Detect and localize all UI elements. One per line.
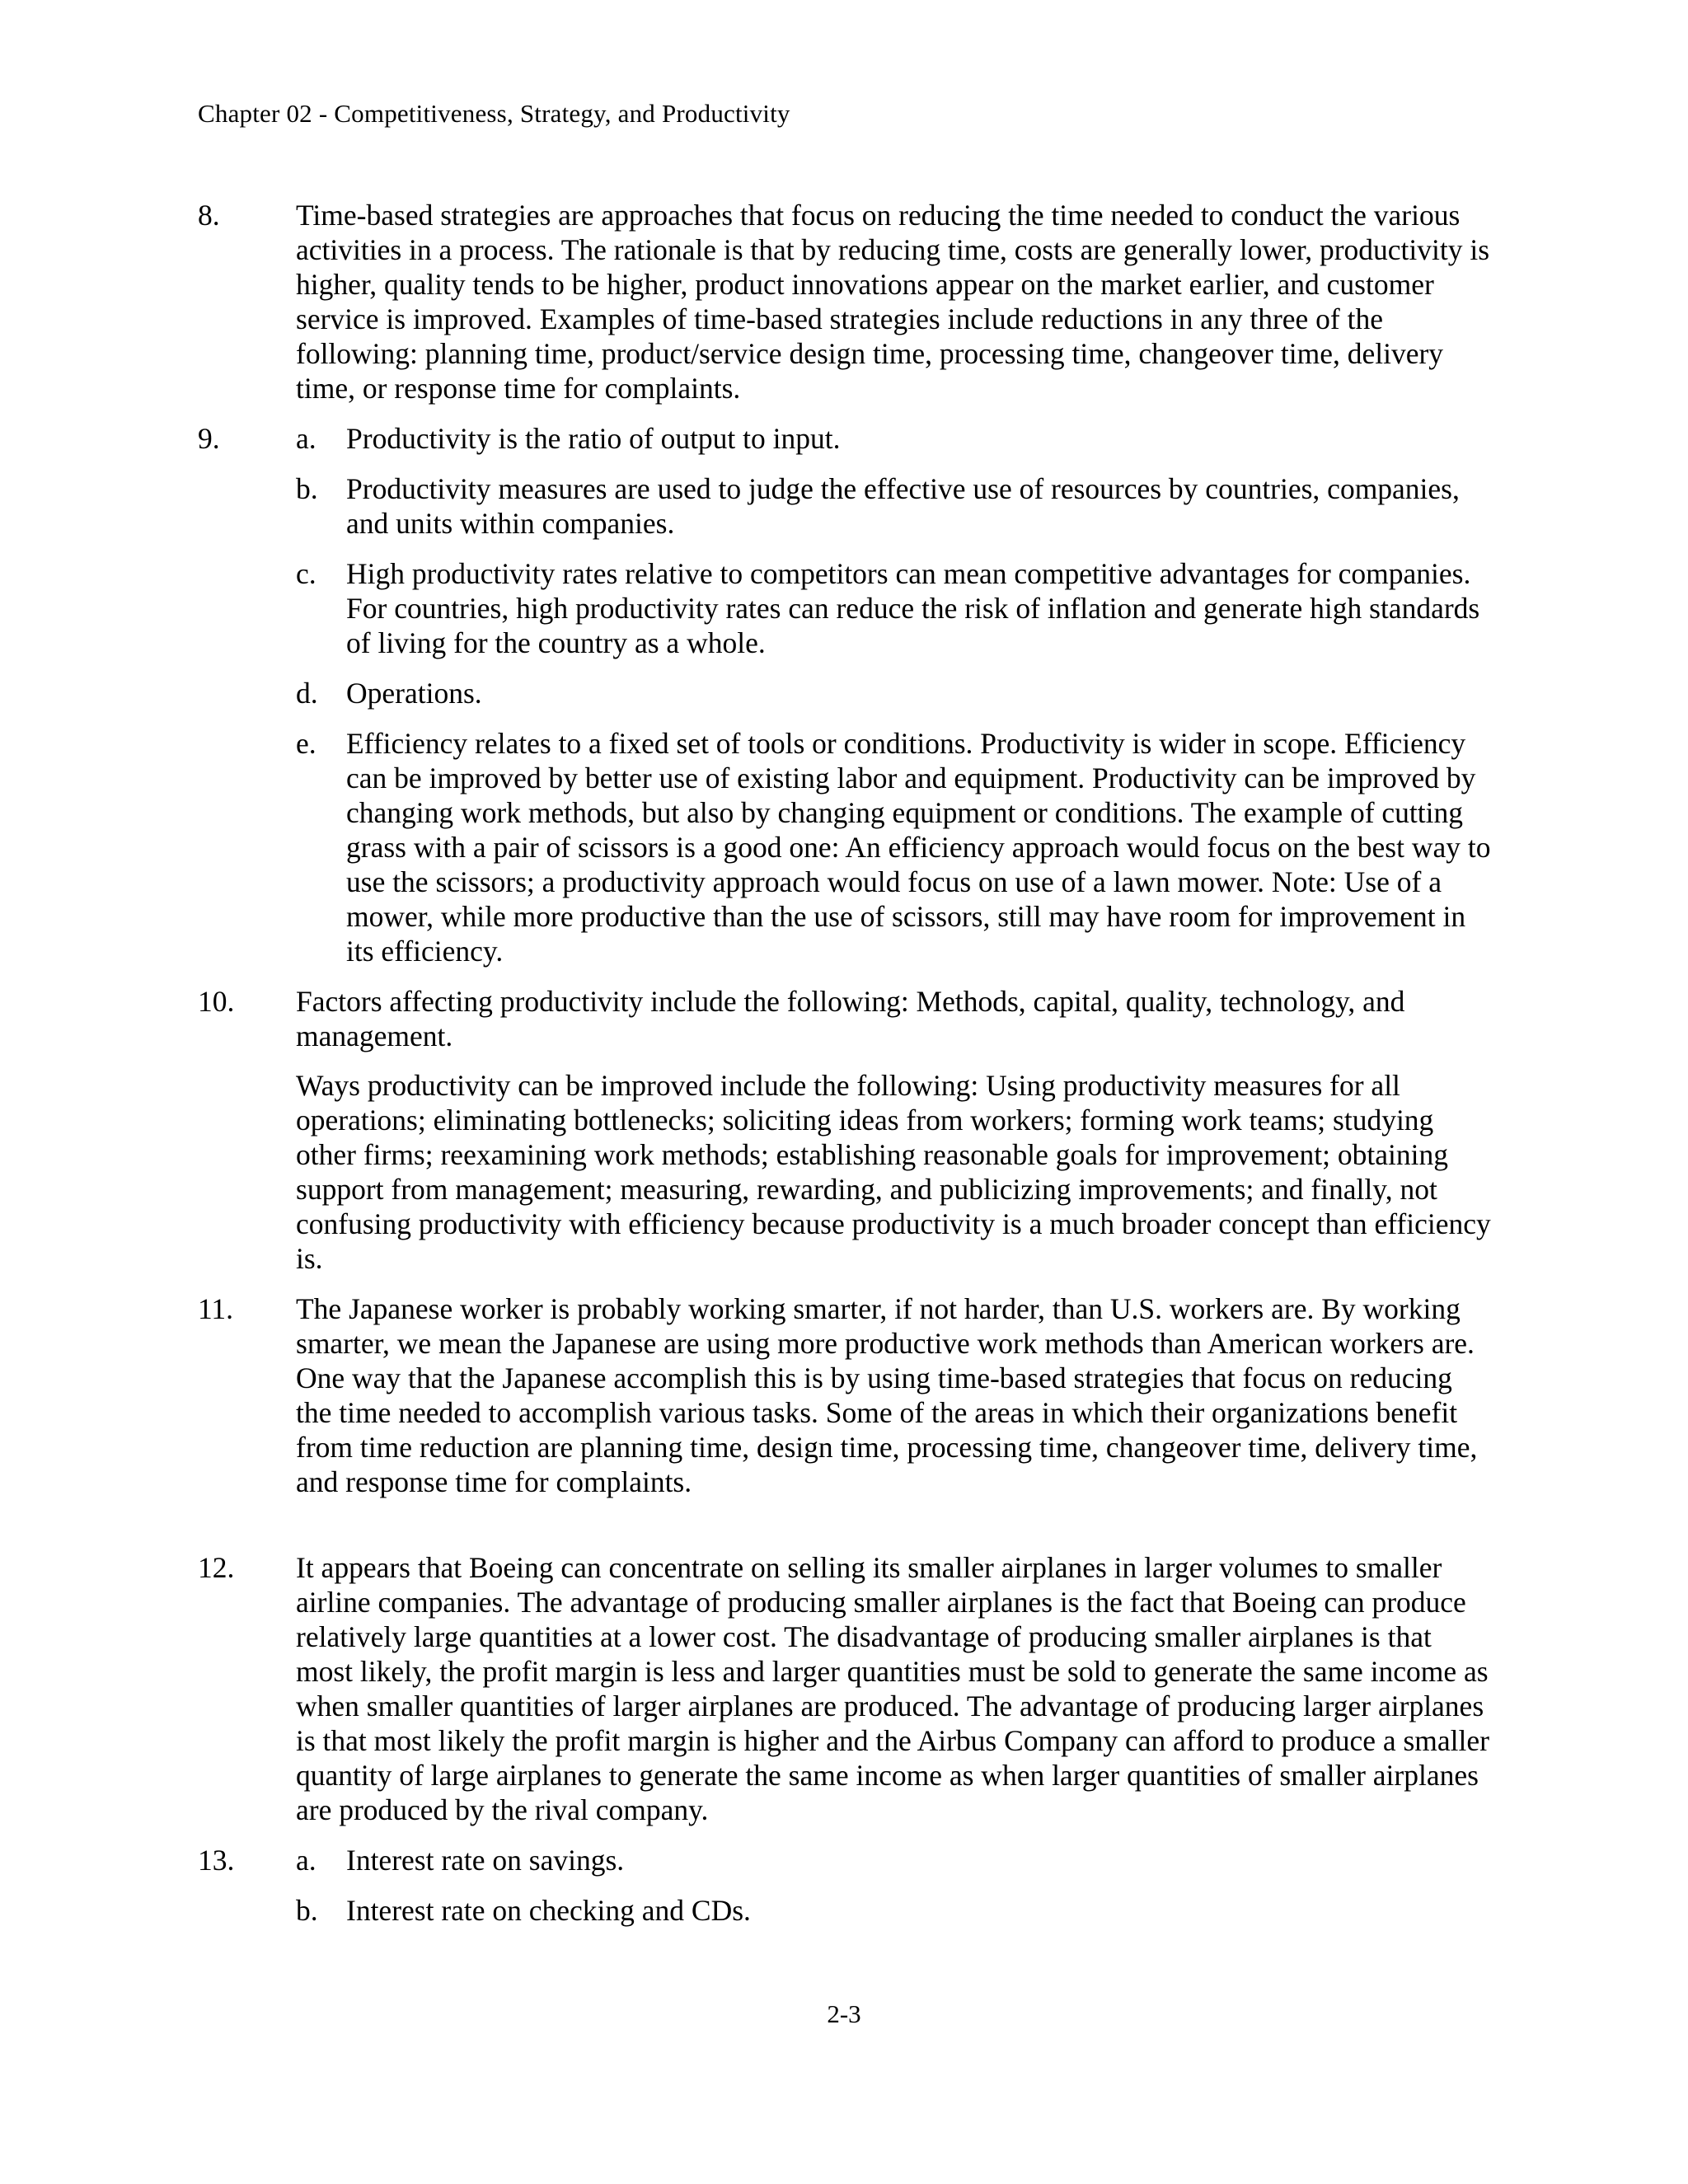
subitem-text: Efficiency relates to a fixed set of tools or conditions. Productivity is wider in scope. Efficiency can be improved by better use of existing labor and equipment. Productivity can be improved by changing work methods, but also by changing equipment or conditions. The example of cutting grass with a pair of scissors is a good one: An efficiency approach would focus on the best way to use the scissors; a productivity approach would focus on use of a lawn mower. Note: Use of a mower, while more productive than the use of scissors, still may have room for improvement in its efficiency. — [346, 727, 1491, 968]
answer-item-11 — [198, 1291, 1492, 1499]
answer-item-12 — [198, 1550, 1492, 1827]
subitem-13a — [296, 1843, 1492, 1877]
subitem-text: Interest rate on checking and CDs. — [346, 1894, 751, 1927]
item-number: 9. — [198, 422, 220, 455]
answer-item-13 — [198, 1843, 1492, 1928]
item-number: 8. — [198, 199, 220, 232]
subitem-9b — [296, 471, 1492, 541]
subitem-text: Interest rate on savings. — [346, 1844, 625, 1877]
item-paragraph: Factors affecting productivity include the following: Methods, capital, quality, technology, and management. — [296, 985, 1405, 1052]
subitem-text: High productivity rates relative to competitors can mean competitive advantages for companies. For countries, high productivity rates can reduce the risk of inflation and generate high standards of living for the country as a whole. — [346, 557, 1480, 659]
subitem-9a — [296, 421, 1492, 456]
answer-item-10 — [198, 984, 1492, 1276]
subitem-letter: e. — [296, 727, 316, 760]
item-paragraph: The Japanese worker is probably working smarter, if not harder, than U.S. workers are. By working smarter, we mean the Japanese are using more productive work methods than American workers are. One way that the Japanese accomplish this is by using time-based strategies that focus on reducing the time needed to accomplish various tasks. Some of the areas in which their organizations benefit from time reduction are planning time, design time, processing time, changeover time, delivery time, and response time for complaints. — [296, 1292, 1478, 1498]
item-paragraph: Ways productivity can be improved include the following: Using productivity measures for all operations; eliminating bottlenecks; soliciting ideas from workers; forming work teams; studying other firms; reexamining work methods; establishing reasonable goals for improvement; obtaining support from management; measuring, rewarding, and publicizing improvements; and finally, not confusing productivity with efficiency because productivity is a much broader concept than efficiency is. — [296, 1069, 1491, 1275]
subitem-text: Operations. — [346, 677, 482, 710]
item-number: 13. — [198, 1844, 235, 1877]
page-header: Chapter 02 - Competitiveness, Strategy, and Productivity — [198, 99, 790, 128]
subitem-9c — [296, 556, 1492, 660]
subitem-letter: a. — [296, 1844, 316, 1877]
item-number: 10. — [198, 985, 235, 1018]
subitem-13b — [296, 1893, 1492, 1928]
item-number: 12. — [198, 1551, 235, 1584]
item-number: 11. — [198, 1292, 234, 1325]
answer-item-9 — [198, 421, 1492, 968]
subitem-text: Productivity measures are used to judge the effective use of resources by countries, companies, and units within companies. — [346, 472, 1460, 540]
subitem-letter: c. — [296, 557, 316, 590]
subitem-letter: b. — [296, 1894, 318, 1927]
answer-list — [198, 198, 1492, 1943]
subitem-text: Productivity is the ratio of output to input. — [346, 422, 841, 455]
item-paragraph: Time-based strategies are approaches that focus on reducing the time needed to conduct the various activities in a process. The rationale is that by reducing time, costs are generally lower, productivity is higher, quality tends to be higher, product innovations appear on the market earlier, and customer service is improved. Examples of time-based strategies include reductions in any three of the following: planning time, product/service design time, processing time, changeover time, delivery time, or response time for complaints. — [296, 199, 1490, 405]
subitem-9e — [296, 726, 1492, 968]
subitem-letter: a. — [296, 422, 316, 455]
item-paragraph: It appears that Boeing can concentrate on selling its smaller airplanes in larger volumes to smaller airline companies. The advantage of producing smaller airplanes is the fact that Boeing can produce relatively large quantities at a lower cost. The disadvantage of producing smaller airplanes is that most likely, the profit margin is less and larger quantities must be sold to generate the same income as when smaller quantities of larger airplanes are produced. The advantage of producing larger airplanes is that most likely the profit margin is higher and the Airbus Company can afford to produce a smaller quantity of large airplanes to generate the same income as when larger quantities of smaller airplanes are produced by the rival company. — [296, 1551, 1489, 1826]
subitem-9d — [296, 676, 1492, 710]
page-number: 2-3 — [827, 1999, 861, 2028]
subitem-letter: b. — [296, 472, 318, 505]
answer-item-8 — [198, 198, 1492, 405]
subitem-letter: d. — [296, 677, 318, 710]
